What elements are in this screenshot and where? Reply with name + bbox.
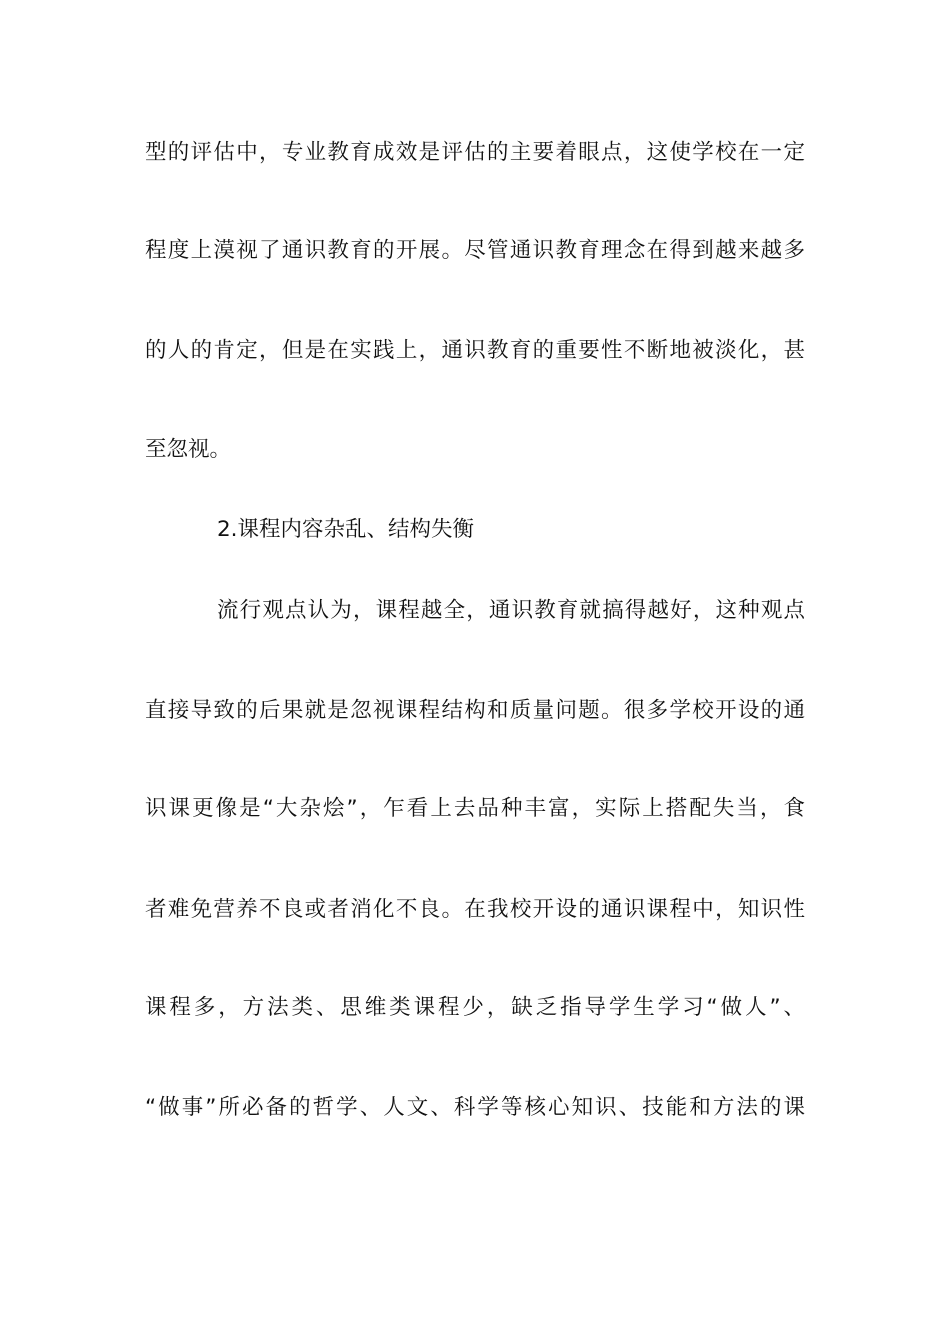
paragraph1-line-3: 的人的肯定，但是在实践上，通识教育的重要性不断地被淡化，甚: [145, 338, 805, 363]
section-heading: 2.课程内容杂乱、结构失衡: [217, 517, 475, 542]
paragraph2-line-1: 流行观点认为，课程越全，通识教育就搞得越好，这种观点: [217, 598, 805, 623]
paragraph1-line-1: 型的评估中，专业教育成效是评估的主要着眼点，这使学校在一定: [145, 140, 805, 165]
paragraph2-line-6: “做事”所必备的哲学、人文、科学等核心知识、技能和方法的课: [145, 1095, 805, 1120]
paragraph2-line-2: 直接导致的后果就是忽视课程结构和质量问题。很多学校开设的通: [145, 698, 805, 723]
paragraph1-line-2: 程度上漠视了通识教育的开展。尽管通识教育理念在得到越来越多: [145, 238, 805, 263]
paragraph2-line-4: 者难免营养不良或者消化不良。在我校开设的通识课程中，知识性: [145, 897, 805, 922]
paragraph2-line-3: 识课更像是“大杂烩”，乍看上去品种丰富，实际上搭配失当，食: [145, 796, 805, 821]
paragraph2-line-5: 课程多，方法类、思维类课程少，缺乏指导学生学习“做人”、: [145, 995, 805, 1020]
paragraph1-line-4: 至忽视。: [145, 437, 232, 462]
